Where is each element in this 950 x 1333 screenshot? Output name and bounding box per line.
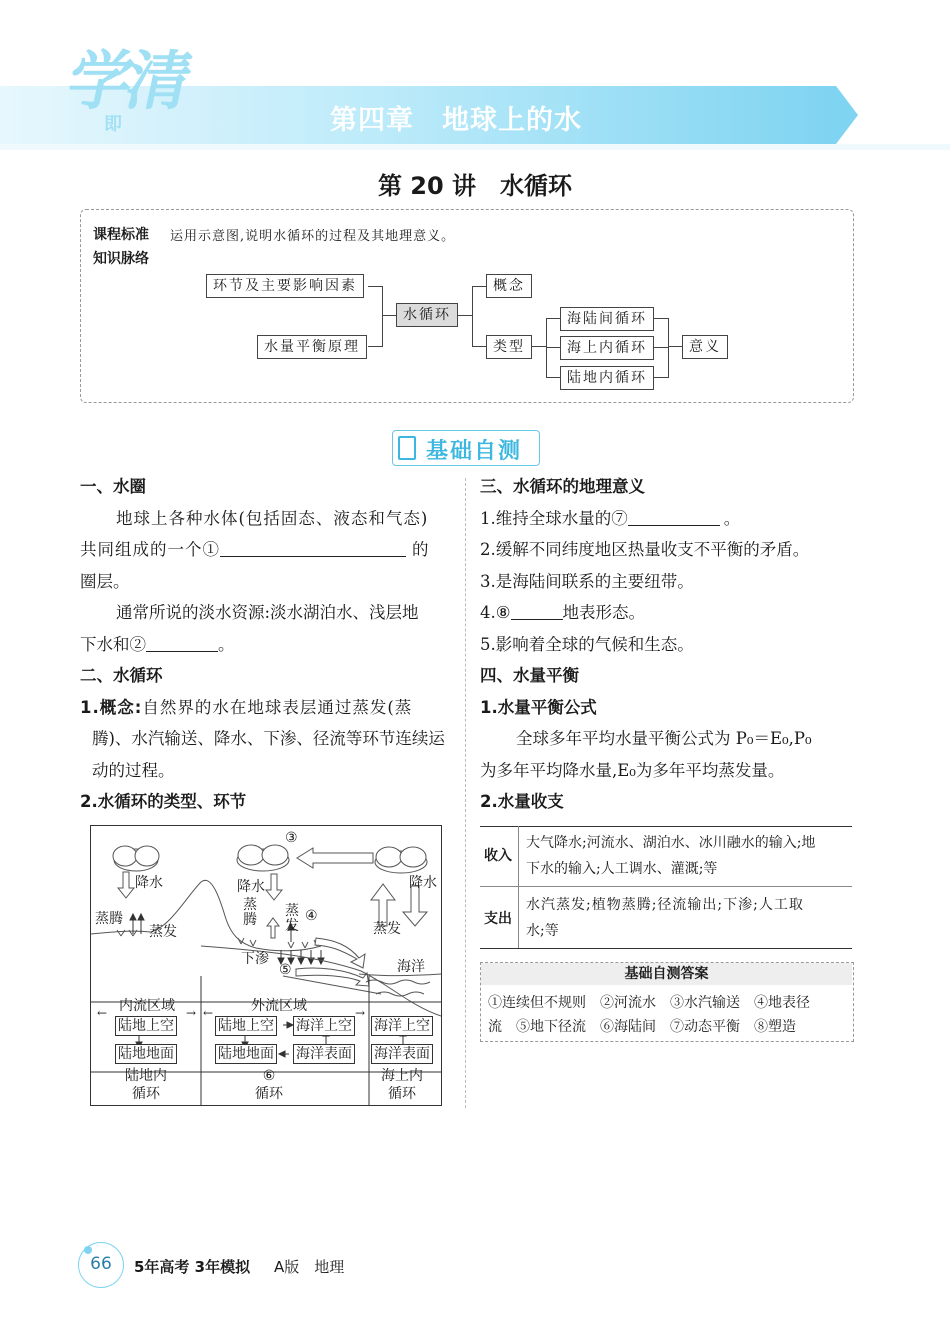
text: 循环: [388, 1086, 416, 1102]
chapter-banner-arrow: [836, 86, 858, 144]
table-cell: 下水的输入;人工调水、灌溉;等: [526, 861, 718, 877]
paragraph: 动的过程。: [92, 761, 175, 780]
text: ⑥: [262, 1068, 276, 1084]
paragraph: 地球上各种水体(包括固态、液态和气态): [116, 509, 429, 528]
heading-hydrosphere: 一、水圈: [80, 477, 146, 496]
text: 地表形态。: [562, 603, 646, 622]
connector: [458, 315, 472, 316]
table-col-rule: [518, 826, 519, 948]
logo-small: 即: [104, 114, 122, 135]
label-outer-region: 外流区域: [251, 998, 307, 1014]
connector: [532, 346, 546, 347]
label-rain-3: 降水: [409, 875, 437, 891]
answer-title: 基础自测答案: [481, 963, 852, 985]
connector: [546, 377, 560, 378]
label-n3: ③: [285, 830, 298, 846]
box-land-surface-1: 陆地地面: [115, 1044, 177, 1064]
list-item: 2.缓解不同纬度地区热量收支不平衡的矛盾。: [480, 540, 810, 559]
chapter-title: 第四章 地球上的水: [330, 105, 582, 136]
page-number: 66: [90, 1254, 112, 1274]
label-inner-region: 内流区域: [119, 998, 175, 1014]
list-item: [480, 597, 645, 629]
node-type-2: 海上内循环: [560, 336, 654, 360]
connector: [654, 347, 668, 348]
standard-label: 课程标准: [93, 227, 149, 243]
paragraph: 全球多年平均水量平衡公式为 P₀＝E₀,P₀: [516, 729, 812, 748]
caption-land-inner: [125, 1067, 167, 1103]
node-center: 水循环: [396, 303, 458, 327]
book-edition: A版 地理: [274, 1258, 345, 1276]
text: 发: [285, 918, 299, 934]
blank-8: [511, 601, 563, 620]
list-item: 5.影响着全球的气候和生态。: [480, 635, 694, 654]
caption-sea-inner: [381, 1067, 423, 1103]
label-evaporation-1: 蒸发: [149, 924, 177, 940]
table-rule: [480, 886, 852, 887]
node-types: 类型: [486, 335, 532, 359]
paragraph: 圈层。: [80, 572, 130, 591]
paragraph: [80, 629, 235, 661]
connector: [472, 286, 486, 287]
table-cell: 大气降水;河流水、湖泊水、冰川融水的输入;地: [526, 835, 816, 851]
box-land-air-1: 陆地上空: [115, 1016, 177, 1036]
heading-water-cycle: 二、水循环: [80, 666, 163, 685]
label-evaporation-2: [285, 904, 299, 934]
map-label: 知识脉络: [93, 251, 149, 267]
blank-2: [146, 633, 218, 652]
subheading-formula: 1.水量平衡公式: [480, 698, 597, 717]
box-land-air-2: 陆地上空: [215, 1016, 277, 1036]
connector: [368, 286, 382, 287]
label-rain-2: 降水: [237, 879, 265, 895]
box-sea-surface-3: 海洋表面: [371, 1044, 433, 1064]
connector: [546, 318, 560, 319]
table-label-income: 收入: [484, 848, 512, 864]
text: 循环: [132, 1086, 160, 1102]
table-cell: 水汽蒸发;植物蒸腾;径流输出;下渗;人工取: [526, 897, 804, 913]
section-title: 基础自测: [426, 439, 523, 464]
label-transpiration-1: 蒸腾: [95, 911, 123, 927]
text: 蒸: [285, 903, 299, 919]
answer-line: ①连续但不规则 ②河流水 ③水汽输送 ④地表径: [488, 995, 810, 1011]
text: 循环: [255, 1086, 283, 1102]
logo: 学清: [60, 45, 193, 119]
connector: [668, 346, 682, 347]
paragraph: 通常所说的淡水资源:淡水湖泊水、浅层地: [116, 603, 419, 622]
label-n5: ⑤: [279, 962, 292, 978]
answer-line: 流 ⑤地下径流 ⑥海陆间 ⑦动态平衡 ⑧塑造: [488, 1019, 796, 1035]
text: 海上内: [381, 1068, 423, 1084]
connector: [654, 318, 668, 319]
caption-sea-land: [255, 1067, 283, 1103]
text: 腾: [243, 912, 257, 928]
blank-1: [220, 538, 406, 557]
connector: [382, 315, 396, 316]
table-cell: 水;等: [526, 923, 559, 939]
text: 蒸: [243, 897, 257, 913]
text: 的: [412, 540, 430, 559]
text: 共同组成的一个①: [80, 540, 220, 559]
heading-water-balance: 四、水量平衡: [480, 666, 579, 685]
text: 自然界的水在地球表层通过蒸发(蒸: [142, 698, 413, 717]
box-sea-air-2: 海洋上空: [293, 1016, 355, 1036]
table-rule: [480, 826, 852, 827]
text: 。: [723, 509, 741, 528]
table-label-expense: 支出: [484, 911, 512, 927]
connector: [368, 346, 382, 347]
book-title: 5年高考 3年模拟: [134, 1258, 251, 1276]
label-evaporation-3: 蒸发: [373, 921, 401, 937]
subheading-types: 2.水循环的类型、环节: [80, 792, 247, 811]
water-cycle-diagram: ← → ← → 降水 蒸腾 蒸发 降水 蒸 腾 蒸 发 ③ ④ ⑤ 下渗 降水 蒸发 海洋 内流区域 外流区域 陆地上空 陆地地面 陆地上空 海洋上空 陆地地面 海洋表面 海洋上空 海洋表面 陆地内 循环 ⑥ 循环 海上内 循环: [90, 825, 442, 1106]
box-sea-air-3: 海洋上空: [371, 1016, 433, 1036]
list-item: [480, 503, 740, 535]
heading-significance: 三、水循环的地理意义: [480, 477, 645, 496]
standard-text: 运用示意图,说明水循环的过程及其地理意义。: [170, 229, 456, 244]
banner-underlay: [0, 144, 950, 150]
label-transpiration-2: [243, 898, 257, 928]
node-type-1: 海陆间循环: [560, 307, 654, 331]
lesson-title: 第 20 讲 水循环: [377, 172, 573, 200]
node-meaning: 意义: [682, 335, 728, 359]
list-item: 3.是海陆间联系的主要纽带。: [480, 572, 694, 591]
connector: [546, 318, 547, 378]
paragraph: 腾)、水汽输送、降水、下渗、径流等环节连续运: [92, 729, 445, 748]
notepad-icon: [398, 436, 416, 460]
label-sea: 海洋: [397, 959, 425, 975]
paragraph: [80, 692, 412, 724]
node-type-3: 陆地内循环: [560, 366, 654, 390]
table-rule: [480, 948, 852, 949]
connector: [382, 286, 383, 347]
node-factors: 环节及主要影响因素: [206, 274, 364, 298]
text: 。: [218, 635, 235, 654]
label-infiltration: 下渗: [241, 951, 269, 967]
blank-7: [628, 507, 720, 526]
connector: [546, 347, 560, 348]
text: 1.维持全球水量的⑦: [480, 509, 628, 528]
subheading-budget: 2.水量收支: [480, 792, 564, 811]
label-rain-1: 降水: [135, 875, 163, 891]
paragraph: [80, 534, 430, 566]
box-sea-surface-2: 海洋表面: [293, 1044, 355, 1064]
connector: [472, 346, 486, 347]
page-dot: [84, 1246, 92, 1254]
text: 下水和②: [80, 635, 146, 654]
connector: [654, 377, 668, 378]
column-divider: [465, 478, 466, 1108]
connector: [472, 286, 473, 347]
concept-label: 1.概念:: [80, 698, 143, 717]
paragraph: 为多年平均降水量,E₀为多年平均蒸发量。: [480, 761, 785, 780]
connector: [668, 318, 669, 378]
text: 陆地内: [125, 1068, 167, 1084]
text: 4.⑧: [480, 603, 511, 622]
label-n4: ④: [305, 908, 318, 924]
box-land-surface-2: 陆地地面: [215, 1044, 277, 1064]
node-concept: 概念: [486, 274, 532, 298]
node-balance: 水量平衡原理: [257, 335, 367, 359]
